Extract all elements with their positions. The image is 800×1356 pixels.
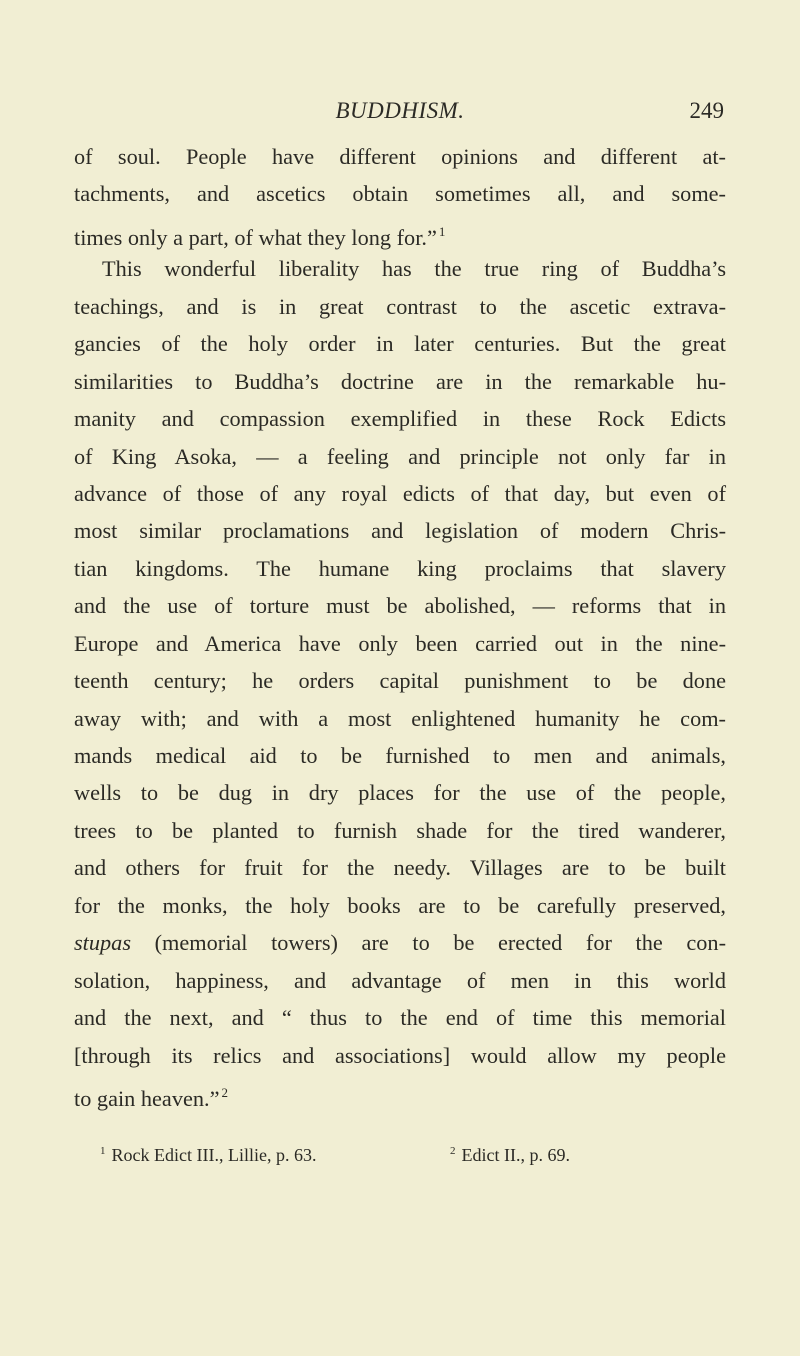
- text-line: wells to be dug in dry places for the use of the people,: [74, 780, 726, 806]
- text-line: This wonderful liberality has the true ring of Buddha’s: [102, 256, 726, 282]
- page-number: 249: [689, 98, 724, 123]
- footnote-1: [100, 1139, 316, 1167]
- text-line: gancies of the holy order in later centuries. But the great: [74, 331, 726, 357]
- text-line: manity and compassion exemplified in these Rock Edicts: [74, 406, 726, 432]
- text-line: and the next, and “ thus to the end of time this memorial: [74, 1005, 726, 1031]
- text-line: Europe and America have only been carried out in the nine-: [74, 630, 726, 656]
- text-line: trees to be planted to furnish shade for the tired wanderer,: [74, 817, 726, 843]
- text-line: [74, 213, 726, 250]
- text-line: [74, 1074, 726, 1111]
- text-line: similarities to Buddha’s doctrine are in the remarkable hu-: [74, 368, 726, 394]
- italic-term: stupas: [74, 930, 131, 956]
- text-line: of soul. People have different opinions and different at-: [74, 144, 726, 169]
- text-line: of King Asoka, — a feeling and principle not only far in: [74, 443, 726, 469]
- text-line: tian kingdoms. The humane king proclaims that slavery: [74, 555, 726, 581]
- text-line-content: (memorial towers) are to be erected for the con-: [154, 930, 726, 956]
- text-line: solation, happiness, and advantage of men in this world: [74, 967, 726, 993]
- text-line: mands medical aid to be furnished to men and animals,: [74, 743, 726, 768]
- footnote-number: 2: [450, 1145, 456, 1157]
- text-line-content: to gain heaven.”: [74, 1085, 220, 1111]
- text-line-content: times only a part, of what they long for.”: [74, 224, 437, 250]
- footnote-text: Edict II., p. 69.: [461, 1145, 570, 1165]
- body-text: [74, 138, 726, 1111]
- text-line: [74, 924, 726, 961]
- text-line: and the use of torture must be abolished, — reforms that in: [74, 593, 726, 619]
- footnote-text: Rock Edict III., Lillie, p. 63.: [111, 1145, 317, 1165]
- footnote-mark: 2: [221, 1084, 228, 1100]
- text-line: tachments, and ascetics obtain sometimes all, and some-: [74, 181, 726, 207]
- text-line: away with; and with a most enlightened humanity he com-: [74, 705, 726, 731]
- text-line: advance of those of any royal edicts of that day, but even of: [74, 480, 726, 506]
- text-line: teachings, and is in great contrast to the ascetic extrava-: [74, 293, 726, 319]
- running-title: BUDDHISM.: [335, 98, 465, 123]
- page-header: [74, 92, 726, 132]
- text-line: teenth century; he orders capital punishment to be done: [74, 668, 726, 694]
- footnote-mark: 1: [438, 223, 446, 239]
- text-line: [through its relics and associations] would allow my people: [74, 1042, 726, 1068]
- text-line: for the monks, the holy books are to be carefully preserved,: [74, 892, 726, 918]
- footnote-2: [450, 1139, 570, 1167]
- text-line: and others for fruit for the needy. Villages are to be built: [74, 855, 726, 881]
- footnote-number: 1: [100, 1145, 106, 1157]
- text-line: most similar proclamations and legislation of modern Chris-: [74, 518, 726, 544]
